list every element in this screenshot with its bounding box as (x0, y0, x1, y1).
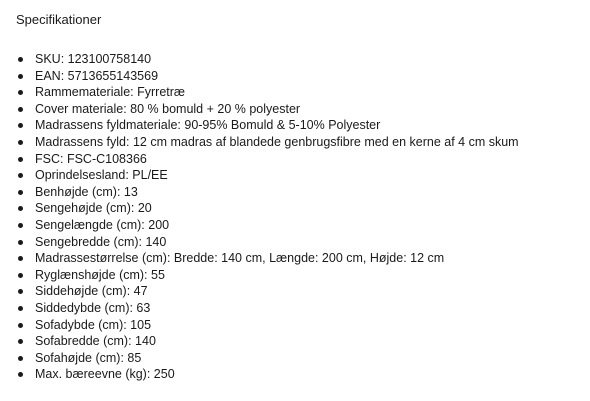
spec-text: Siddedybde (cm): 63 (35, 300, 151, 315)
spec-item (16, 134, 590, 151)
spec-item (16, 117, 590, 134)
bullet-icon (18, 339, 23, 344)
spec-item (16, 51, 590, 68)
bullet-icon (18, 90, 23, 95)
spec-text: Siddehøjde (cm): 47 (35, 284, 148, 299)
bullet-icon (18, 107, 23, 112)
spec-text: Madrassens fyld: 12 cm madras af blandede genbrugsfibre med en kerne af 4 cm skum (35, 134, 519, 149)
bullet-icon (18, 157, 23, 162)
bullet-icon (18, 256, 23, 261)
spec-text: Sengebredde (cm): 140 (35, 234, 167, 249)
bullet-icon (18, 173, 23, 178)
bullet-icon (18, 140, 23, 145)
spec-item (16, 184, 590, 201)
bullet-icon (18, 240, 23, 245)
spec-text: Cover materiale: 80 % bomuld + 20 % polyester (35, 101, 301, 116)
spec-text: Ryglænshøjde (cm): 55 (35, 267, 165, 282)
spec-text: Oprindelsesland: PL/EE (35, 168, 168, 183)
spec-item (16, 68, 590, 85)
bullet-icon (18, 206, 23, 211)
spec-text: SKU: 123100758140 (35, 52, 152, 66)
spec-item (16, 151, 590, 168)
spec-item (16, 200, 590, 217)
spec-item (16, 234, 590, 251)
spec-text: Sofadybde (cm): 105 (35, 317, 152, 332)
spec-item (16, 84, 590, 101)
bullet-icon (18, 57, 23, 62)
spec-text: Madrassens fyldmateriale: 90-95% Bomuld & 5-10% Polyester (35, 118, 381, 133)
spec-text: EAN: 5713655143569 (35, 68, 159, 83)
spec-item (16, 217, 590, 234)
bullet-icon (18, 372, 23, 377)
spec-text: Madrassestørrelse (cm): Bredde: 140 cm, Længde: 200 cm, Højde: 12 cm (35, 251, 445, 266)
section-title: Specifikationer (16, 12, 102, 27)
bullet-icon (18, 223, 23, 228)
spec-list (16, 51, 590, 383)
bullet-icon (18, 190, 23, 195)
spec-text: Sofahøjde (cm): 85 (35, 350, 142, 365)
bullet-icon (18, 123, 23, 128)
spec-text: Benhøjde (cm): 13 (35, 184, 138, 199)
spec-item (16, 267, 590, 284)
spec-text: Sengehøjde (cm): 20 (35, 201, 152, 216)
spec-item (16, 250, 590, 267)
spec-item (16, 300, 590, 317)
spec-text: Rammemateriale: Fyrretræ (35, 85, 186, 100)
bullet-icon (18, 306, 23, 311)
spec-item (16, 283, 590, 300)
spec-item (16, 366, 590, 383)
spec-item (16, 350, 590, 367)
spec-item (16, 317, 590, 334)
spec-text: Sengelængde (cm): 200 (35, 217, 170, 232)
bullet-icon (18, 356, 23, 361)
spec-text: Sofabredde (cm): 140 (35, 334, 156, 349)
bullet-icon (18, 289, 23, 294)
spec-item (16, 333, 590, 350)
spec-item (16, 101, 590, 118)
spec-item (16, 167, 590, 184)
bullet-icon (18, 323, 23, 328)
spec-text: Max. bæreevne (kg): 250 (35, 367, 175, 382)
bullet-icon (18, 74, 23, 79)
spec-text: FSC: FSC-C108366 (35, 151, 147, 166)
bullet-icon (18, 273, 23, 278)
